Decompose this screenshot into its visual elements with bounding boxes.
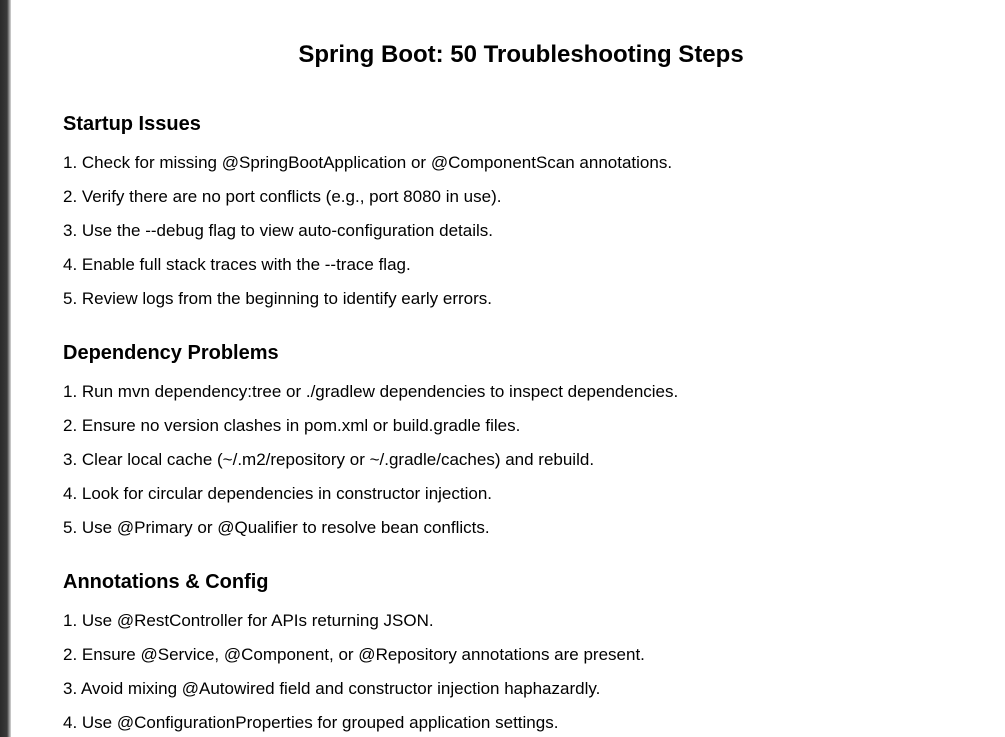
step-item: 5. Review logs from the beginning to identify early errors. xyxy=(63,289,492,308)
step-item: 1. Run mvn dependency:tree or ./gradlew dependencies to inspect dependencies. xyxy=(63,382,679,401)
step-list xyxy=(63,611,963,733)
step-item: 2. Ensure no version clashes in pom.xml or build.gradle files. xyxy=(63,416,521,435)
step-item: 4. Look for circular dependencies in constructor injection. xyxy=(63,484,493,503)
step-item: 5. Use @Primary or @Qualifier to resolve bean conflicts. xyxy=(63,518,490,537)
step-item: 1. Use @RestController for APIs returning JSON. xyxy=(63,611,434,630)
viewer-left-edge xyxy=(0,0,11,737)
section-annotations-config xyxy=(63,569,963,737)
step-item: 4. Use @ConfigurationProperties for grouped application settings. xyxy=(63,713,559,732)
step-item: 2. Ensure @Service, @Component, or @Repository annotations are present. xyxy=(63,645,645,664)
step-item: 3. Avoid mixing @Autowired field and constructor injection haphazardly. xyxy=(63,679,601,698)
step-item: 4. Enable full stack traces with the --trace flag. xyxy=(63,255,411,274)
section-heading: Startup Issues xyxy=(63,113,201,135)
section-dependency-problems xyxy=(63,340,963,552)
document-title: Spring Boot: 50 Troubleshooting Steps xyxy=(298,41,744,68)
step-item: 3. Use the --debug flag to view auto-configuration details. xyxy=(63,221,493,240)
section-heading: Annotations & Config xyxy=(63,571,269,593)
step-item: 1. Check for missing @SpringBootApplication or @ComponentScan annotations. xyxy=(63,153,673,172)
section-heading: Dependency Problems xyxy=(63,342,279,364)
step-item: 3. Clear local cache (~/.m2/repository or ~/.gradle/caches) and rebuild. xyxy=(63,450,595,469)
document-page[interactable] xyxy=(11,0,1005,737)
step-list xyxy=(63,382,963,538)
step-list xyxy=(63,153,963,309)
step-item: 2. Verify there are no port conflicts (e.g., port 8080 in use). xyxy=(63,187,502,206)
section-startup-issues xyxy=(63,111,963,323)
